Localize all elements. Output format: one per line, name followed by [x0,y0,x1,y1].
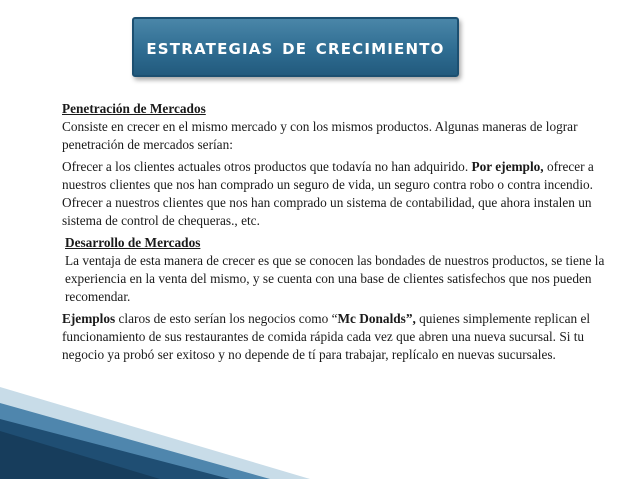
paragraph [62,310,610,364]
section-heading: Penetración de Mercados [62,101,206,116]
paragraph-text: Ofrecer a los clientes actuales otros productos que todavía no han adquirido. [62,159,472,174]
paragraph-bold: Mc Donalds”, [337,311,416,326]
section-heading: Desarrollo de Mercados [65,235,201,250]
section-penetracion [62,100,610,230]
paragraph [62,158,610,230]
section-desarrollo [62,234,610,364]
paragraph-text: quienes simplemente replican el funcionamiento de sus restaurantes de comida rápida cada vez que abren una nueva sucursal. Si tu negocio ya probó ser exitoso y no depende de tí para trabajar, replícalo en nuevas sucursales. [62,311,591,362]
paragraph: Consiste en crecer en el mismo mercado y con los mismos productos. Algunas maneras de lograr penetración de mercados serían: [62,119,578,152]
slide-title: estrategias de crecimiento [146,35,445,59]
slide-content [62,100,610,368]
paragraph: La ventaja de esta manera de crecer es que se conocen las bondades de nuestros productos, se tiene la experiencia en la venta del mismo, y se cuenta con una base de clientes satisfechos que nos pueden recomendar. [65,253,605,304]
paragraph-text: claros de esto serían los negocios como “ [115,311,338,326]
corner-decoration [0,369,310,479]
title-banner [132,17,459,77]
paragraph-bold: Por ejemplo, [471,159,544,174]
paragraph-bold: Ejemplos [62,311,116,326]
paragraph-text: ofrecer a nuestros clientes que nos han comprado un seguro de vida, un seguro contra robo o contra incendio. Ofrecer a nuestros clientes que nos han comprado un sistema de contabilidad, que ahora instalen un sistema de control de chequeras., etc. [62,159,594,228]
